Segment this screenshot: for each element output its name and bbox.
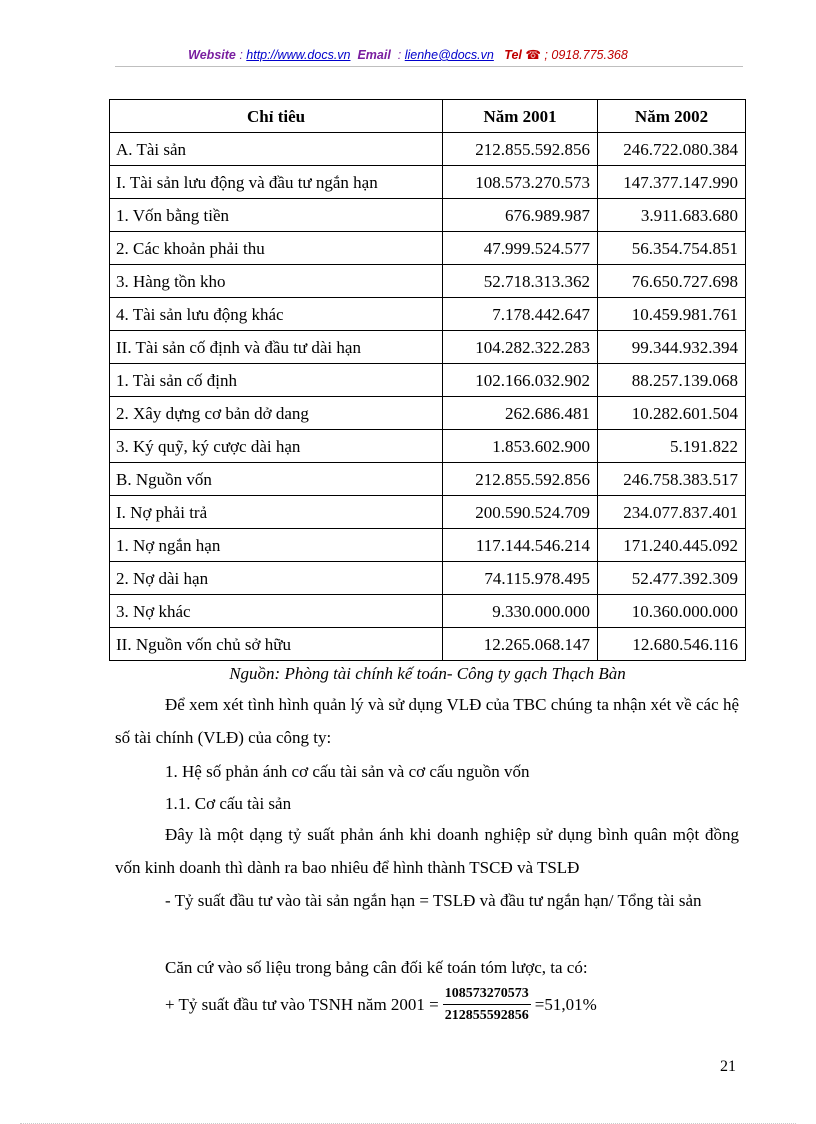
paragraph-definition: Đây là một dạng tỷ suất phản ánh khi doanh nghiệp sử dụng bình quân một đồng vốn kinh doanh thì dành ra bao nhiêu để hình thành TSCĐ và TSLĐ — [115, 825, 739, 877]
row-value-2001: 676.989.987 — [443, 199, 598, 232]
table-row — [110, 562, 746, 595]
row-value-2002: 52.477.392.309 — [598, 562, 746, 595]
page-number: 21 — [720, 1058, 736, 1075]
table-row — [110, 397, 746, 430]
header-year-2001: Năm 2001 — [443, 100, 598, 133]
header-divider — [115, 66, 743, 67]
row-value-2001: 1.853.602.900 — [443, 430, 598, 463]
row-value-2002: 234.077.837.401 — [598, 496, 746, 529]
table-row — [110, 133, 746, 166]
table-row — [110, 331, 746, 364]
row-value-2002: 171.240.445.092 — [598, 529, 746, 562]
row-label: 3. Hàng tồn kho — [110, 265, 443, 298]
row-value-2001: 262.686.481 — [443, 397, 598, 430]
row-label: II. Nguồn vốn chủ sở hữu — [110, 628, 443, 661]
paragraph-intro: Để xem xét tình hình quản lý và sử dụng VLĐ của TBC chúng ta nhận xét về các hệ số tài chính (VLĐ) của công ty: — [115, 695, 739, 747]
row-value-2001: 9.330.000.000 — [443, 595, 598, 628]
row-label: B. Nguồn vốn — [110, 463, 443, 496]
row-label: 3. Ký quỹ, ký cược dài hạn — [110, 430, 443, 463]
row-value-2002: 10.459.981.761 — [598, 298, 746, 331]
paragraph-basis: Căn cứ vào số liệu trong bảng cân đối kế toán tóm lược, ta có: — [165, 958, 588, 977]
row-value-2001: 108.573.270.573 — [443, 166, 598, 199]
table-row — [110, 595, 746, 628]
row-value-2002: 76.650.727.698 — [598, 265, 746, 298]
row-label: 2. Xây dựng cơ bản dở dang — [110, 397, 443, 430]
row-value-2001: 47.999.524.577 — [443, 232, 598, 265]
table-row — [110, 529, 746, 562]
email-link[interactable]: lienhe@docs.vn — [404, 48, 494, 62]
header-year-2002: Năm 2002 — [598, 100, 746, 133]
website-link[interactable]: http://www.docs.vn — [246, 48, 351, 62]
table-row — [110, 430, 746, 463]
paragraph-formula-definition: - Tỷ suất đầu tư vào tài sản ngắn hạn = TSLĐ và đầu tư ngắn hạn/ Tổng tài sản — [165, 891, 702, 910]
row-value-2001: 74.115.978.495 — [443, 562, 598, 595]
email-label: Email — [357, 48, 391, 62]
row-label: I. Tài sản lưu động và đầu tư ngắn hạn — [110, 166, 443, 199]
tel-value: 0918.775.368 — [551, 48, 628, 62]
row-label: 3. Nợ khác — [110, 595, 443, 628]
row-label: 2. Nợ dài hạn — [110, 562, 443, 595]
row-value-2001: 104.282.322.283 — [443, 331, 598, 364]
row-value-2001: 212.855.592.856 — [443, 133, 598, 166]
row-value-2001: 102.166.032.902 — [443, 364, 598, 397]
table-source: Nguồn: Phòng tài chính kế toán- Công ty gạch Thạch Bàn — [229, 664, 626, 683]
row-value-2002: 147.377.147.990 — [598, 166, 746, 199]
row-label: 1. Nợ ngắn hạn — [110, 529, 443, 562]
row-label: 2. Các khoản phải thu — [110, 232, 443, 265]
ratio-formula — [165, 986, 597, 1024]
section-heading-1-1: 1.1. Cơ cấu tài sản — [165, 794, 292, 813]
row-value-2001: 52.718.313.362 — [443, 265, 598, 298]
row-label: A. Tài sản — [110, 133, 443, 166]
row-label: I. Nợ phải trả — [110, 496, 443, 529]
formula-result: =51,01% — [534, 995, 597, 1014]
table-row — [110, 298, 746, 331]
fraction — [443, 986, 531, 1024]
balance-sheet-table — [109, 99, 746, 661]
row-value-2002: 12.680.546.116 — [598, 628, 746, 661]
row-label: 1. Tài sản cố định — [110, 364, 443, 397]
fraction-numerator: 108573270573 — [443, 986, 531, 1005]
row-value-2002: 246.722.080.384 — [598, 133, 746, 166]
table-header-row — [110, 100, 746, 133]
row-value-2002: 5.191.822 — [598, 430, 746, 463]
row-value-2002: 10.360.000.000 — [598, 595, 746, 628]
page-header: Website : http://www.docs.vn Email : lienhe@docs.vn Tel ☎ ; 0918.775.368 — [188, 48, 628, 62]
section-heading-1: 1. Hệ số phản ánh cơ cấu tài sản và cơ cấu nguồn vốn — [165, 762, 530, 781]
formula-lhs: + Tỷ suất đầu tư vào TSNH năm 2001 = — [165, 995, 439, 1014]
table-row — [110, 199, 746, 232]
tel-label: Tel — [504, 48, 522, 62]
row-label: II. Tài sản cố định và đầu tư dài hạn — [110, 331, 443, 364]
row-value-2002: 3.911.683.680 — [598, 199, 746, 232]
table-row — [110, 166, 746, 199]
row-label: 4. Tài sản lưu động khác — [110, 298, 443, 331]
row-value-2002: 99.344.932.394 — [598, 331, 746, 364]
row-value-2001: 12.265.068.147 — [443, 628, 598, 661]
row-label: 1. Vốn bằng tiền — [110, 199, 443, 232]
row-value-2001: 200.590.524.709 — [443, 496, 598, 529]
table-row — [110, 463, 746, 496]
table-row — [110, 265, 746, 298]
phone-icon: ☎ — [525, 48, 541, 62]
row-value-2002: 56.354.754.851 — [598, 232, 746, 265]
row-value-2002: 10.282.601.504 — [598, 397, 746, 430]
row-value-2001: 7.178.442.647 — [443, 298, 598, 331]
row-value-2002: 246.758.383.517 — [598, 463, 746, 496]
header-indicator: Chỉ tiêu — [110, 100, 443, 133]
table-row — [110, 496, 746, 529]
row-value-2001: 117.144.546.214 — [443, 529, 598, 562]
table-row — [110, 628, 746, 661]
website-label: Website — [188, 48, 236, 62]
table-row — [110, 364, 746, 397]
fraction-denominator: 212855592856 — [444, 1008, 529, 1023]
table-row — [110, 232, 746, 265]
row-value-2001: 212.855.592.856 — [443, 463, 598, 496]
row-value-2002: 88.257.139.068 — [598, 364, 746, 397]
